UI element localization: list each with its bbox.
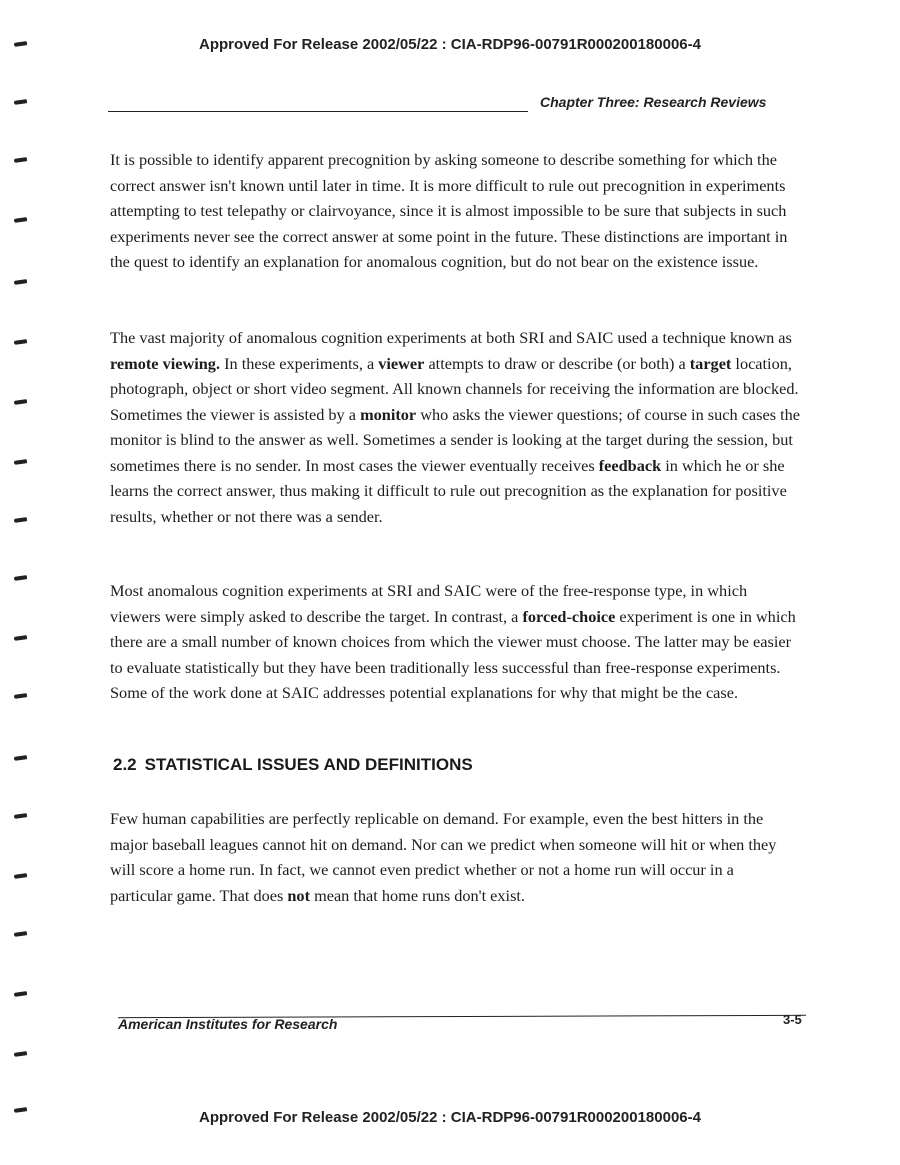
term-monitor: monitor xyxy=(360,404,417,424)
page-number: 3-5 xyxy=(783,1012,802,1027)
paragraph-replicability: Few human capabilities are perfectly replicable on demand. For example, even the best hitters in the major baseball leagues cannot hit on demand. Nor can we predict when someone will hit or when they will score a home run. In fact, we cannot even predict whether or not a home run will occur in a particular game. That does not mean that home runs don't exist. xyxy=(110,809,777,905)
paragraph-forced-choice: Most anomalous cognition experiments at SRI and SAIC were of the free-response type, in which viewers were simply asked to describe the target. In contrast, a forced-choice experiment is one in which there are a small number of known choices from which the viewer must choose. The latter may be easier to evaluate statistically but they have been traditionally less successful than free-response experiments. Some of the work done at SAIC addresses potential explanations for why that might be the case. xyxy=(110,581,796,702)
section-title: STATISTICAL ISSUES AND DEFINITIONS xyxy=(144,755,473,774)
footer-organization: American Institutes for Research xyxy=(118,1016,338,1032)
section-number: 2.2 xyxy=(113,755,137,774)
release-stamp-header: Approved For Release 2002/05/22 : CIA-RDP96-00791R000200180006-4 xyxy=(199,36,701,53)
term-forced-choice: forced-choice xyxy=(522,606,616,626)
term-viewer: viewer xyxy=(378,353,425,373)
term-target: target xyxy=(689,353,732,373)
term-not: not xyxy=(287,885,310,905)
paragraph-remote-viewing: The vast majority of anomalous cognition experiments at both SRI and SAIC used a technique known as remote viewing. In these experiments, a viewer attempts to draw or describe (or both) a target location, photograph, object or short video segment. All known channels for receiving the information are blocked. Sometimes the viewer is assisted by a monitor who asks the viewer questions; of course in such cases the monitor is blind to the answer as well. Sometimes a sender is looking at the target during the session, but sometimes there is no sender. In most cases the viewer eventually receives feedback in which he or she learns the correct answer, thus making it difficult to rule out precognition as the explanation for positive results, whether or not there was a sender. xyxy=(110,328,801,526)
paragraph-precognition: It is possible to identify apparent precognition by asking someone to describe something for which the correct answer isn't known until later in time. It is more difficult to rule out precognition in experiments attempting to test telepathy or clairvoyance, since it is almost impossible to be sure that subjects in such experiments never see the correct answer at some point in the future. These distinctions are important in the quest to identify an explanation for anomalous cognition, but do not bear on the existence issue. xyxy=(110,150,788,271)
term-remote-viewing: remote viewing. xyxy=(110,353,221,373)
term-feedback: feedback xyxy=(598,455,662,475)
chapter-title: Chapter Three: Research Reviews xyxy=(540,94,767,110)
release-stamp-footer: Approved For Release 2002/05/22 : CIA-RDP96-00791R000200180006-4 xyxy=(199,1109,701,1126)
section-heading xyxy=(113,755,473,775)
binder-hole-marks xyxy=(0,0,40,1165)
header-rule xyxy=(108,111,528,112)
